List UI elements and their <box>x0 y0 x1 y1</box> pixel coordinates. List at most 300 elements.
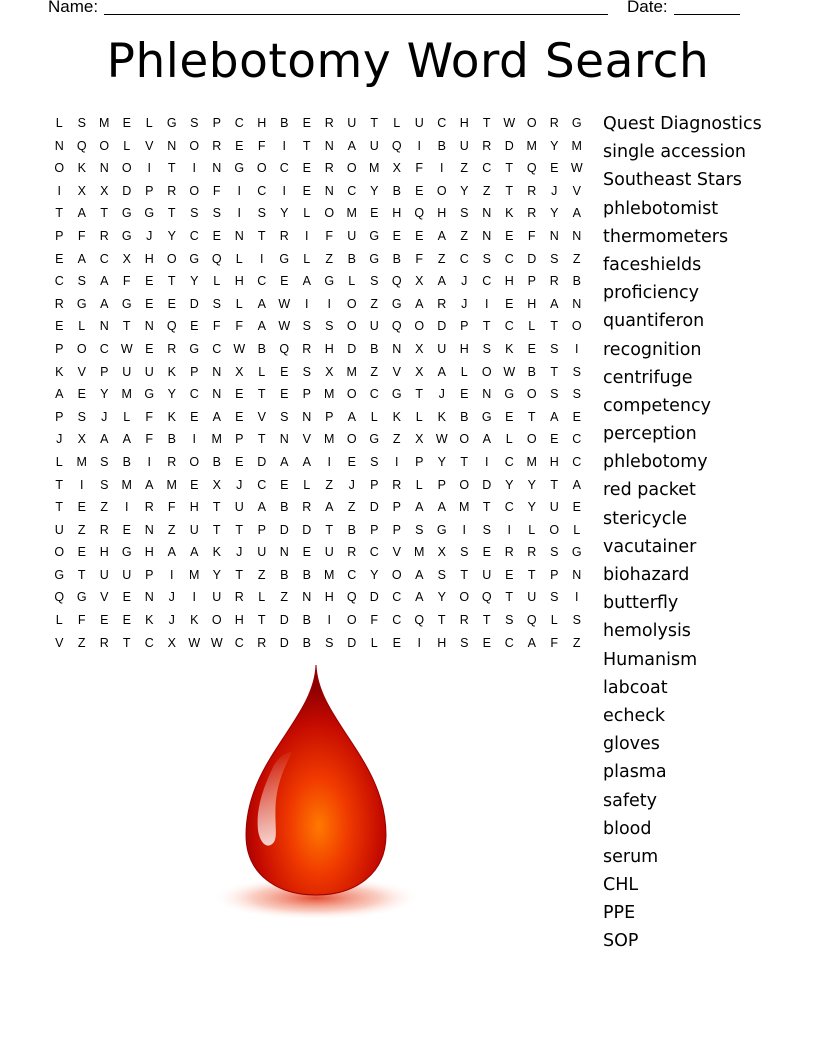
grid-letter[interactable]: A <box>572 206 581 221</box>
grid-letter[interactable]: T <box>257 387 266 402</box>
grid-letter[interactable]: S <box>212 206 221 221</box>
grid-letter[interactable]: Z <box>77 522 86 537</box>
grid-letter[interactable]: U <box>369 138 379 153</box>
grid-letter[interactable]: O <box>189 454 200 469</box>
grid-letter[interactable]: J <box>236 545 243 560</box>
grid-letter[interactable]: B <box>280 116 289 130</box>
grid-letter[interactable]: T <box>55 500 64 515</box>
grid-letter[interactable]: G <box>121 296 132 311</box>
grid-letter[interactable]: R <box>167 183 177 198</box>
grid-letter[interactable]: E <box>100 613 109 628</box>
grid-letter[interactable]: Y <box>550 138 559 153</box>
grid-letter[interactable]: L <box>460 364 468 379</box>
grid-letter[interactable]: O <box>526 387 537 402</box>
grid-letter[interactable]: C <box>257 477 267 492</box>
grid-letter[interactable]: C <box>189 387 199 402</box>
grid-letter[interactable]: I <box>305 228 309 243</box>
grid-letter[interactable]: I <box>417 138 421 153</box>
grid-letter[interactable]: N <box>212 387 222 402</box>
grid-letter[interactable]: K <box>55 364 64 379</box>
grid-letter[interactable]: A <box>437 364 446 379</box>
grid-letter[interactable]: M <box>99 116 110 130</box>
grid-letter[interactable]: N <box>572 567 582 582</box>
grid-letter[interactable]: I <box>327 454 331 469</box>
grid-letter[interactable]: I <box>192 432 196 447</box>
grid-letter[interactable]: J <box>348 477 355 492</box>
grid-letter[interactable]: U <box>414 116 424 130</box>
grid-letter[interactable]: A <box>302 454 311 469</box>
grid-letter[interactable]: E <box>482 545 491 560</box>
grid-letter[interactable]: P <box>392 500 401 515</box>
grid-letter[interactable]: A <box>122 432 131 447</box>
grid-letter[interactable]: T <box>212 522 221 537</box>
grid-letter[interactable]: D <box>189 296 199 311</box>
grid-letter[interactable]: Q <box>76 138 87 153</box>
grid-letter[interactable]: S <box>460 206 469 221</box>
grid-letter[interactable]: G <box>76 590 87 605</box>
grid-letter[interactable]: S <box>460 545 469 560</box>
grid-letter[interactable]: Z <box>347 500 356 515</box>
grid-letter[interactable]: Y <box>190 274 199 289</box>
grid-letter[interactable]: H <box>549 454 559 469</box>
grid-letter[interactable]: I <box>170 567 174 582</box>
grid-letter[interactable]: D <box>257 454 267 469</box>
grid-letter[interactable]: Z <box>325 477 334 492</box>
grid-letter[interactable]: O <box>346 432 357 447</box>
grid-letter[interactable]: I <box>57 183 61 198</box>
grid-letter[interactable]: T <box>550 364 559 379</box>
grid-letter[interactable]: A <box>527 635 536 650</box>
grid-letter[interactable]: T <box>482 613 491 628</box>
grid-letter[interactable]: F <box>77 613 86 628</box>
grid-letter[interactable]: D <box>527 251 537 266</box>
grid-letter[interactable]: P <box>415 454 424 469</box>
grid-letter[interactable]: N <box>324 183 334 198</box>
grid-letter[interactable]: R <box>99 522 109 537</box>
name-blank[interactable] <box>104 14 608 15</box>
grid-letter[interactable]: U <box>549 500 559 515</box>
grid-letter[interactable]: S <box>460 635 469 650</box>
grid-letter[interactable]: H <box>189 500 199 515</box>
grid-letter[interactable]: M <box>324 387 335 402</box>
grid-letter[interactable]: Z <box>482 183 491 198</box>
grid-letter[interactable]: D <box>504 138 514 153</box>
grid-letter[interactable]: Y <box>505 477 514 492</box>
grid-letter[interactable]: O <box>459 477 470 492</box>
grid-letter[interactable]: S <box>77 116 86 130</box>
grid-letter[interactable]: V <box>302 432 311 447</box>
grid-letter[interactable]: E <box>280 274 289 289</box>
grid-letter[interactable]: F <box>370 613 379 628</box>
grid-letter[interactable]: T <box>167 274 176 289</box>
grid-letter[interactable]: C <box>504 500 514 515</box>
grid-letter[interactable]: P <box>100 364 109 379</box>
grid-letter[interactable]: I <box>507 522 511 537</box>
grid-letter[interactable]: Q <box>346 590 357 605</box>
grid-letter[interactable]: P <box>460 319 469 334</box>
grid-letter[interactable]: J <box>168 590 175 605</box>
grid-letter[interactable]: C <box>369 387 379 402</box>
grid-letter[interactable]: N <box>144 522 154 537</box>
grid-letter[interactable]: I <box>192 590 196 605</box>
grid-letter[interactable]: O <box>324 206 335 221</box>
grid-letter[interactable]: E <box>235 138 244 153</box>
grid-letter[interactable]: E <box>122 613 131 628</box>
grid-letter[interactable]: O <box>436 183 447 198</box>
grid-letter[interactable]: E <box>302 545 311 560</box>
grid-letter[interactable]: C <box>392 590 402 605</box>
grid-letter[interactable]: P <box>437 477 446 492</box>
grid-letter[interactable]: B <box>257 341 266 356</box>
grid-letter[interactable]: K <box>167 409 176 424</box>
grid-letter[interactable]: X <box>325 364 334 379</box>
grid-letter[interactable]: J <box>168 613 175 628</box>
grid-letter[interactable]: O <box>459 432 470 447</box>
grid-letter[interactable]: U <box>122 364 132 379</box>
grid-letter[interactable]: M <box>121 477 132 492</box>
grid-letter[interactable]: P <box>257 522 266 537</box>
grid-letter[interactable]: K <box>392 409 401 424</box>
grid-letter[interactable]: I <box>575 590 579 605</box>
grid-letter[interactable]: Q <box>54 590 65 605</box>
grid-letter[interactable]: I <box>80 477 84 492</box>
grid-letter[interactable]: E <box>77 387 86 402</box>
grid-letter[interactable]: I <box>395 454 399 469</box>
grid-letter[interactable]: E <box>482 635 491 650</box>
grid-letter[interactable]: E <box>212 228 221 243</box>
grid-letter[interactable]: F <box>415 251 424 266</box>
grid-letter[interactable]: R <box>549 116 559 130</box>
grid-letter[interactable]: Z <box>460 228 469 243</box>
grid-letter[interactable]: P <box>527 274 536 289</box>
grid-letter[interactable]: A <box>145 477 154 492</box>
grid-letter[interactable]: E <box>392 228 401 243</box>
grid-letter[interactable]: U <box>122 567 132 582</box>
grid-letter[interactable]: D <box>279 613 289 628</box>
grid-letter[interactable]: N <box>482 206 492 221</box>
date-blank[interactable] <box>674 14 740 15</box>
grid-letter[interactable]: E <box>122 116 131 130</box>
grid-letter[interactable]: A <box>325 500 334 515</box>
grid-letter[interactable]: B <box>280 567 289 582</box>
grid-letter[interactable]: T <box>370 116 379 130</box>
grid-letter[interactable]: N <box>392 341 402 356</box>
grid-letter[interactable]: X <box>437 545 446 560</box>
grid-letter[interactable]: R <box>279 228 289 243</box>
grid-letter[interactable]: T <box>505 183 514 198</box>
grid-letter[interactable]: T <box>325 522 334 537</box>
grid-letter[interactable]: A <box>257 319 266 334</box>
grid-letter[interactable]: H <box>437 635 447 650</box>
grid-letter[interactable]: T <box>527 409 536 424</box>
grid-letter[interactable]: N <box>234 228 244 243</box>
grid-letter[interactable]: C <box>99 251 109 266</box>
grid-letter[interactable]: G <box>571 545 582 560</box>
grid-letter[interactable]: E <box>415 228 424 243</box>
grid-letter[interactable]: T <box>122 319 131 334</box>
grid-letter[interactable]: O <box>346 387 357 402</box>
grid-letter[interactable]: L <box>235 296 243 311</box>
grid-letter[interactable]: X <box>415 274 424 289</box>
grid-letter[interactable]: L <box>303 206 311 221</box>
grid-letter[interactable]: N <box>99 319 109 334</box>
grid-letter[interactable]: O <box>346 319 357 334</box>
grid-letter[interactable]: H <box>324 341 334 356</box>
grid-letter[interactable]: R <box>459 613 469 628</box>
grid-letter[interactable]: Y <box>550 206 559 221</box>
grid-letter[interactable]: Q <box>526 161 537 176</box>
grid-letter[interactable]: O <box>76 341 87 356</box>
grid-letter[interactable]: E <box>505 228 514 243</box>
grid-letter[interactable]: R <box>504 545 514 560</box>
grid-letter[interactable]: E <box>505 296 514 311</box>
grid-letter[interactable]: P <box>145 567 154 582</box>
grid-letter[interactable]: W <box>233 341 246 356</box>
grid-letter[interactable]: F <box>550 635 559 650</box>
grid-letter[interactable]: Q <box>211 251 222 266</box>
grid-letter[interactable]: E <box>145 341 154 356</box>
grid-letter[interactable]: Y <box>437 454 446 469</box>
grid-letter[interactable]: S <box>370 274 379 289</box>
grid-letter[interactable]: C <box>234 635 244 650</box>
grid-letter[interactable]: L <box>303 251 311 266</box>
grid-letter[interactable]: G <box>571 116 582 130</box>
grid-letter[interactable]: N <box>302 409 312 424</box>
grid-letter[interactable]: I <box>327 296 331 311</box>
grid-letter[interactable]: I <box>237 206 241 221</box>
grid-letter[interactable]: G <box>391 387 402 402</box>
grid-letter[interactable]: T <box>527 567 536 582</box>
grid-letter[interactable]: I <box>417 635 421 650</box>
grid-letter[interactable]: H <box>527 296 537 311</box>
grid-letter[interactable]: F <box>167 500 176 515</box>
grid-letter[interactable]: J <box>461 296 468 311</box>
grid-letter[interactable]: R <box>144 500 154 515</box>
grid-letter[interactable]: E <box>190 409 199 424</box>
grid-letter[interactable]: Y <box>167 228 176 243</box>
grid-letter[interactable]: Q <box>391 138 402 153</box>
grid-letter[interactable]: C <box>504 454 514 469</box>
grid-letter[interactable]: Q <box>391 319 402 334</box>
grid-letter[interactable]: A <box>415 500 424 515</box>
grid-letter[interactable]: T <box>212 500 221 515</box>
grid-letter[interactable]: O <box>549 522 560 537</box>
grid-letter[interactable]: P <box>325 409 334 424</box>
grid-letter[interactable]: X <box>212 477 221 492</box>
grid-letter[interactable]: P <box>392 522 401 537</box>
grid-letter[interactable]: S <box>77 409 86 424</box>
grid-letter[interactable]: H <box>144 545 154 560</box>
grid-letter[interactable]: D <box>437 319 447 334</box>
grid-letter[interactable]: D <box>482 477 492 492</box>
grid-letter[interactable]: Y <box>370 567 379 582</box>
grid-letter[interactable]: H <box>459 341 469 356</box>
grid-letter[interactable]: N <box>302 590 312 605</box>
grid-letter[interactable]: U <box>347 228 357 243</box>
grid-letter[interactable]: L <box>55 116 63 130</box>
grid-letter[interactable]: O <box>571 319 582 334</box>
grid-letter[interactable]: W <box>210 635 223 650</box>
grid-letter[interactable]: E <box>145 296 154 311</box>
grid-letter[interactable]: T <box>167 161 176 176</box>
grid-letter[interactable]: O <box>54 161 65 176</box>
grid-letter[interactable]: O <box>256 161 267 176</box>
grid-letter[interactable]: R <box>302 500 312 515</box>
grid-letter[interactable]: Q <box>481 590 492 605</box>
grid-letter[interactable]: N <box>482 387 492 402</box>
grid-letter[interactable]: S <box>370 454 379 469</box>
grid-letter[interactable]: X <box>122 251 131 266</box>
grid-letter[interactable]: E <box>235 387 244 402</box>
grid-letter[interactable]: I <box>575 341 579 356</box>
grid-letter[interactable]: N <box>324 138 334 153</box>
grid-letter[interactable]: T <box>167 206 176 221</box>
grid-letter[interactable]: F <box>325 228 334 243</box>
grid-letter[interactable]: E <box>235 409 244 424</box>
grid-letter[interactable]: O <box>526 116 537 130</box>
grid-letter[interactable]: B <box>392 251 401 266</box>
grid-letter[interactable]: K <box>77 161 86 176</box>
grid-letter[interactable]: Y <box>527 500 536 515</box>
grid-letter[interactable]: J <box>461 274 468 289</box>
grid-letter[interactable]: S <box>550 387 559 402</box>
grid-letter[interactable]: I <box>440 161 444 176</box>
grid-letter[interactable]: M <box>121 387 132 402</box>
grid-letter[interactable]: M <box>189 567 200 582</box>
grid-letter[interactable]: M <box>166 477 177 492</box>
grid-letter[interactable]: X <box>415 364 424 379</box>
grid-letter[interactable]: N <box>482 228 492 243</box>
grid-letter[interactable]: B <box>212 454 221 469</box>
grid-letter[interactable]: E <box>505 409 514 424</box>
grid-letter[interactable]: B <box>347 522 356 537</box>
grid-letter[interactable]: A <box>415 590 424 605</box>
grid-letter[interactable]: Z <box>437 251 446 266</box>
grid-letter[interactable]: R <box>54 296 64 311</box>
grid-letter[interactable]: S <box>550 341 559 356</box>
grid-letter[interactable]: Y <box>370 183 379 198</box>
grid-letter[interactable]: L <box>370 409 378 424</box>
grid-letter[interactable]: T <box>550 319 559 334</box>
grid-letter[interactable]: C <box>572 432 582 447</box>
grid-letter[interactable]: R <box>324 116 334 130</box>
grid-letter[interactable]: S <box>100 454 109 469</box>
grid-letter[interactable]: E <box>235 454 244 469</box>
grid-letter[interactable]: D <box>347 341 357 356</box>
grid-letter[interactable]: P <box>55 228 64 243</box>
grid-letter[interactable]: I <box>305 296 309 311</box>
grid-letter[interactable]: L <box>528 522 536 537</box>
grid-letter[interactable]: U <box>54 522 64 537</box>
grid-letter[interactable]: J <box>56 432 63 447</box>
grid-letter[interactable]: Y <box>437 590 446 605</box>
grid-letter[interactable]: U <box>212 590 222 605</box>
grid-letter[interactable]: R <box>527 206 537 221</box>
grid-letter[interactable]: P <box>190 364 199 379</box>
grid-letter[interactable]: T <box>235 522 244 537</box>
grid-letter[interactable]: T <box>550 477 559 492</box>
grid-letter[interactable]: O <box>211 613 222 628</box>
grid-letter[interactable]: K <box>505 341 514 356</box>
grid-letter[interactable]: Q <box>414 206 425 221</box>
grid-letter[interactable]: F <box>145 409 154 424</box>
grid-letter[interactable]: U <box>437 341 447 356</box>
grid-letter[interactable]: A <box>212 409 221 424</box>
grid-letter[interactable]: Y <box>460 183 469 198</box>
grid-letter[interactable]: N <box>279 545 289 560</box>
grid-letter[interactable]: G <box>189 341 200 356</box>
grid-letter[interactable]: X <box>167 635 176 650</box>
grid-letter[interactable]: U <box>347 116 357 130</box>
grid-letter[interactable]: C <box>392 613 402 628</box>
grid-letter[interactable]: T <box>482 116 491 130</box>
grid-letter[interactable]: Z <box>257 567 266 582</box>
grid-letter[interactable]: N <box>167 138 177 153</box>
grid-letter[interactable]: T <box>122 635 131 650</box>
grid-letter[interactable]: C <box>347 567 357 582</box>
grid-letter[interactable]: M <box>211 432 222 447</box>
grid-letter[interactable]: C <box>482 161 492 176</box>
grid-letter[interactable]: C <box>572 454 582 469</box>
grid-letter[interactable]: B <box>527 364 536 379</box>
grid-letter[interactable]: N <box>99 161 109 176</box>
grid-letter[interactable]: I <box>147 161 151 176</box>
grid-letter[interactable]: L <box>258 590 266 605</box>
grid-letter[interactable]: J <box>438 387 445 402</box>
grid-letter[interactable]: T <box>415 387 424 402</box>
grid-letter[interactable]: K <box>212 545 221 560</box>
grid-letter[interactable]: R <box>167 341 177 356</box>
grid-letter[interactable]: E <box>302 161 311 176</box>
grid-letter[interactable]: S <box>302 364 311 379</box>
grid-letter[interactable]: I <box>125 500 129 515</box>
grid-letter[interactable]: A <box>415 567 424 582</box>
grid-letter[interactable]: W <box>570 161 583 176</box>
grid-letter[interactable]: R <box>99 228 109 243</box>
grid-letter[interactable]: T <box>302 138 311 153</box>
grid-letter[interactable]: S <box>212 296 221 311</box>
grid-letter[interactable]: M <box>324 567 335 582</box>
grid-letter[interactable]: A <box>100 274 109 289</box>
grid-letter[interactable]: H <box>257 116 267 130</box>
grid-letter[interactable]: S <box>550 545 559 560</box>
grid-letter[interactable]: V <box>55 635 64 650</box>
grid-letter[interactable]: S <box>482 522 491 537</box>
grid-letter[interactable]: A <box>550 296 559 311</box>
grid-letter[interactable]: L <box>505 432 513 447</box>
grid-letter[interactable]: A <box>347 138 356 153</box>
grid-letter[interactable]: A <box>257 296 266 311</box>
grid-letter[interactable]: C <box>144 635 154 650</box>
grid-letter[interactable]: V <box>77 364 86 379</box>
grid-letter[interactable]: G <box>369 432 380 447</box>
grid-letter[interactable]: L <box>258 364 266 379</box>
grid-letter[interactable]: K <box>505 206 514 221</box>
grid-letter[interactable]: T <box>235 567 244 582</box>
grid-letter[interactable]: B <box>370 341 379 356</box>
grid-letter[interactable]: T <box>460 567 469 582</box>
grid-letter[interactable]: P <box>302 387 311 402</box>
grid-letter[interactable]: M <box>526 454 537 469</box>
grid-letter[interactable]: E <box>415 183 424 198</box>
grid-letter[interactable]: P <box>145 183 154 198</box>
grid-letter[interactable]: V <box>572 183 581 198</box>
grid-letter[interactable]: N <box>279 432 289 447</box>
grid-letter[interactable]: N <box>572 228 582 243</box>
grid-letter[interactable]: M <box>459 500 470 515</box>
grid-letter[interactable]: Z <box>370 364 379 379</box>
grid-letter[interactable]: S <box>550 590 559 605</box>
